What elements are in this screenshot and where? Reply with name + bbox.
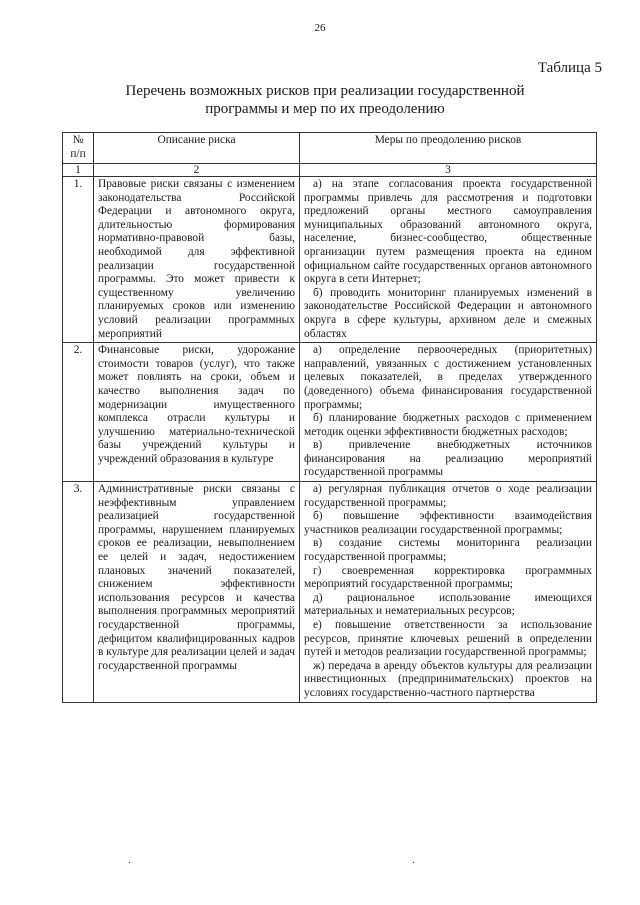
column-number-row bbox=[63, 164, 597, 177]
title-line-1: Перечень возможных рисков при реализации государственной bbox=[125, 83, 525, 99]
page-number: 26 bbox=[314, 22, 326, 34]
risk-measures bbox=[300, 177, 597, 343]
measure-item: а) регулярная публикация отчетов о ходе реализации государственной программы; bbox=[304, 483, 592, 509]
measure-item: б) проводить мониторинг планируемых изменений в законодательстве Российской Федерации и автономного округа в сфере культуры, архивном деле и смежных областях bbox=[304, 286, 592, 340]
row-number: 3. bbox=[63, 482, 94, 703]
column-number: 1 bbox=[63, 164, 94, 177]
header-number: № п/п bbox=[63, 133, 94, 164]
measure-item: д) рациональное использование имеющихся материальных и нематериальных ресурсов; bbox=[304, 591, 592, 618]
risk-measures bbox=[300, 343, 597, 482]
risks-table bbox=[62, 132, 597, 703]
measure-item: а) на этапе согласования проекта государственной программы привлечь для рассмотрения и подготовки предложений органы местного самоуправления муниципальных образований автономного округа, население, бизнес-сообщество, общественные организации путем размещения проекта на едином официальном сайте государственных органов автономного округа в сети Интернет; bbox=[304, 178, 592, 286]
measure-item: г) своевременная корректировка программных мероприятий государственной программы; bbox=[304, 564, 592, 591]
risk-measures bbox=[300, 482, 597, 703]
header-measures: Меры по преодолению рисков bbox=[300, 133, 597, 164]
scan-speck: · bbox=[128, 858, 132, 869]
row-number: 1. bbox=[63, 177, 94, 343]
scan-speck: · bbox=[412, 858, 416, 869]
title-line-2: программы и мер по их преодолению bbox=[205, 101, 445, 117]
measure-item: б) планирование бюджетных расходов с применением методик оценки эффективности бюджетных расходов; bbox=[304, 412, 592, 438]
document-title bbox=[60, 82, 590, 118]
measure-item: б) повышение эффективности взаимодействия участников реализации государственной программы; bbox=[304, 510, 592, 536]
measure-item: в) создание системы мониторинга реализации государственной программы; bbox=[304, 537, 592, 564]
measure-item: ж) передача в аренду объектов культуры для реализации инвестиционных (предпринимательских) проектов на условиях государственно-частного партнерства bbox=[304, 659, 592, 699]
measure-item: е) повышение ответственности за использование ресурсов, принятие ключевых решений в определении путей и методов реализации государственной программы; bbox=[304, 619, 592, 659]
table-label: Таблица 5 bbox=[537, 60, 602, 76]
column-number: 3 bbox=[300, 164, 597, 177]
table-row bbox=[63, 482, 597, 703]
risk-description: Финансовые риски, удорожание стоимости товаров (услуг), что также может повлиять на сроки, объем и качество выполнения задач по модернизации имущественного комплекса отрасли культуры и улучшению материально-технической базы учреждений культуры и учреждений образования в культуре bbox=[94, 343, 300, 482]
table-header-row bbox=[63, 133, 597, 164]
table-row bbox=[63, 177, 597, 343]
row-number: 2. bbox=[63, 343, 94, 482]
measure-item: а) определение первоочередных (приоритетных) направлений, увязанных с достижением установленных целевых показателей, в пределах утвержденного (доведенного) объема финансирования государственной программы; bbox=[304, 344, 592, 411]
risk-description: Правовые риски связаны с изменением законодательства Российской Федерации и автономного округа, длительностью формирования нормативно-правовой базы, необходимой для эффективной реализации государственной программы. Это может привести к существенному увеличению планируемых сроков или изменению условий реализации программных мероприятий bbox=[94, 177, 300, 343]
risk-description: Административные риски связаны с неэффективным управлением реализацией государственной программы, нарушением планируемых сроков ее реализации, невыполнением ее целей и задач, недостижением плановых значений показателей, снижением эффективности использования ресурсов и качества выполнения программных мероприятий государственной программы, дефицитом квалифицированных кадров в культуре для реализации целей и задач государственной программы bbox=[94, 482, 300, 703]
measure-item: в) привлечение внебюджетных источников финансирования на реализацию мероприятий государственной программы bbox=[304, 439, 592, 479]
table-row bbox=[63, 343, 597, 482]
column-number: 2 bbox=[94, 164, 300, 177]
header-description: Описание риска bbox=[94, 133, 300, 164]
